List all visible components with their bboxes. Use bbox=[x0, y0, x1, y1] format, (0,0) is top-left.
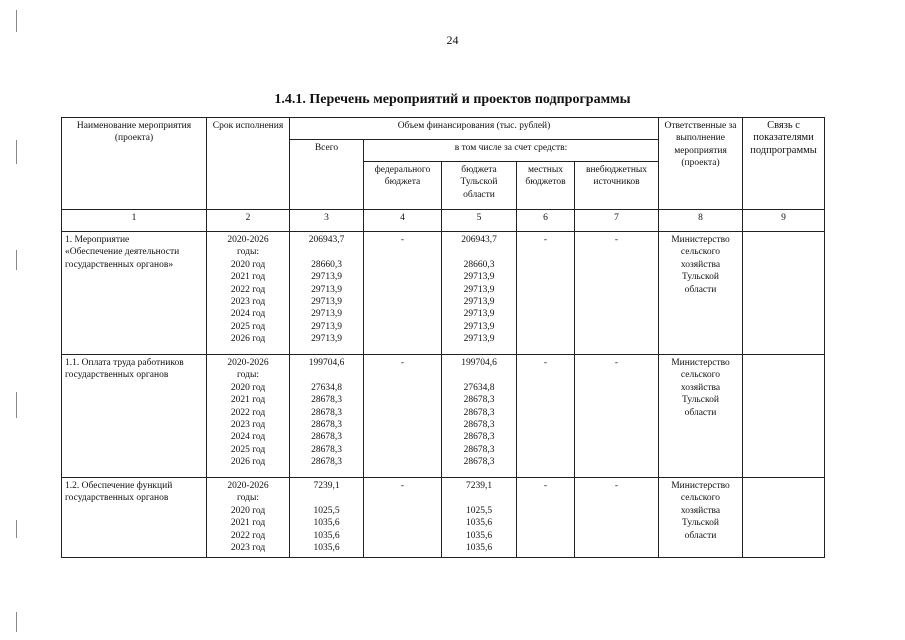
federal-cell: - bbox=[364, 355, 442, 478]
responsible-cell-line: Тульской bbox=[682, 518, 719, 529]
header-including: в том числе за счет средств: bbox=[364, 140, 659, 162]
term-cell-line: 2023 год bbox=[230, 420, 266, 431]
responsible-cell-line: области bbox=[684, 284, 717, 295]
total-cell-line: 28678,3 bbox=[311, 432, 342, 443]
total-cell bbox=[290, 355, 364, 478]
term-cell-line: 2026 год bbox=[230, 457, 266, 468]
total-cell-line: 28678,3 bbox=[311, 407, 342, 418]
regional-cell-line bbox=[445, 492, 513, 504]
regional-cell-line: 29713,9 bbox=[463, 297, 495, 308]
table-row bbox=[62, 355, 825, 478]
total-cell-line: 29713,9 bbox=[311, 297, 342, 308]
regional-cell-line: 28678,3 bbox=[463, 457, 495, 468]
regional-cell bbox=[442, 232, 517, 355]
total-cell-line bbox=[293, 369, 360, 381]
column-number: 4 bbox=[364, 210, 442, 232]
header-funding: Объем финансирования (тыс. рублей) bbox=[290, 118, 659, 140]
term-cell-line: 2022 год bbox=[230, 530, 266, 541]
header-total: Всего bbox=[290, 140, 364, 210]
term-cell-line: 2022 год bbox=[230, 284, 266, 295]
column-number: 6 bbox=[517, 210, 575, 232]
term-cell-line: 2021 год bbox=[230, 518, 266, 529]
term-cell-line: 2022 год bbox=[230, 407, 266, 418]
term-cell-line: годы: bbox=[237, 493, 259, 504]
term-cell-line: 2021 год bbox=[230, 395, 266, 406]
total-cell-line: 29713,9 bbox=[311, 321, 342, 332]
measure-name bbox=[62, 478, 207, 558]
total-cell bbox=[290, 478, 364, 558]
total-cell-line: 28660,3 bbox=[311, 259, 342, 270]
responsible-cell bbox=[659, 232, 743, 355]
measure-name-line: 1.1. Оплата труда работников bbox=[65, 358, 184, 368]
responsible-cell-line: Министерство bbox=[671, 481, 730, 491]
term-cell-line: 2023 год bbox=[230, 543, 266, 554]
responsible-cell-line: сельского bbox=[680, 493, 721, 504]
local-cell: - bbox=[517, 355, 575, 478]
header-responsible: Ответственные за выполнение мероприятия (проекта) bbox=[659, 118, 743, 210]
header-federal: федерального бюджета bbox=[364, 162, 442, 210]
header-name: Наименование мероприятия (проекта) bbox=[62, 118, 207, 210]
local-cell: - bbox=[517, 232, 575, 355]
local-cell: - bbox=[517, 478, 575, 558]
measure-name bbox=[62, 355, 207, 478]
extra-cell: - bbox=[575, 355, 659, 478]
term-cell-line: 2025 год bbox=[230, 321, 266, 332]
term-cell-line: 2020 год bbox=[230, 259, 266, 270]
regional-cell-line: 7239,1 bbox=[465, 481, 493, 491]
total-cell-line: 1035,6 bbox=[313, 518, 340, 529]
responsible-cell-line: хозяйства bbox=[680, 505, 721, 516]
total-cell-line: 28678,3 bbox=[311, 444, 342, 455]
regional-cell-line: 28678,3 bbox=[463, 407, 495, 418]
total-cell-line: 1025,5 bbox=[313, 505, 340, 516]
total-cell-line: 28678,3 bbox=[311, 420, 342, 431]
regional-cell-line: 29713,9 bbox=[463, 334, 495, 345]
column-number: 2 bbox=[207, 210, 290, 232]
link-cell bbox=[743, 355, 825, 478]
responsible-cell-line: Тульской bbox=[682, 395, 719, 406]
total-cell-line bbox=[293, 492, 360, 504]
total-cell-line: 199704,6 bbox=[308, 358, 345, 368]
regional-cell-line: 27634,8 bbox=[463, 382, 495, 393]
total-cell-line: 1035,6 bbox=[313, 543, 340, 554]
regional-cell-line: 28660,3 bbox=[463, 259, 495, 270]
header-extra: внебюджетных источников bbox=[575, 162, 659, 210]
total-cell-line: 28678,3 bbox=[311, 395, 342, 406]
column-number-row bbox=[62, 210, 825, 232]
regional-cell-line: 1035,6 bbox=[465, 543, 493, 554]
header-term: Срок исполнения bbox=[207, 118, 290, 210]
column-number: 8 bbox=[659, 210, 743, 232]
responsible-cell bbox=[659, 355, 743, 478]
header-local: местных бюджетов bbox=[517, 162, 575, 210]
regional-cell bbox=[442, 478, 517, 558]
measure-name-line: государственных органов bbox=[65, 493, 169, 504]
term-cell-line: 2025 год bbox=[230, 444, 266, 455]
column-number: 1 bbox=[62, 210, 207, 232]
section-title: 1.4.1. Перечень мероприятий и проектов подпрограммы bbox=[274, 92, 631, 107]
term-cell bbox=[207, 355, 290, 478]
regional-cell-line: 206943,7 bbox=[461, 235, 497, 245]
regional-cell-line: 29713,9 bbox=[463, 284, 495, 295]
link-cell bbox=[743, 478, 825, 558]
column-number: 9 bbox=[743, 210, 825, 232]
header-regional: бюджета Тульской области bbox=[442, 162, 517, 210]
term-cell-line: годы: bbox=[237, 370, 259, 381]
term-cell-line: 2020 год bbox=[230, 505, 266, 516]
regional-cell-line: 29713,9 bbox=[463, 321, 495, 332]
regional-cell-line: 1035,6 bbox=[465, 530, 493, 541]
total-cell-line: 29713,9 bbox=[311, 334, 342, 345]
page-number: 24 bbox=[446, 33, 459, 47]
term-cell-line: 2024 год bbox=[230, 432, 266, 443]
responsible-cell-line: сельского bbox=[680, 370, 721, 381]
total-cell-line bbox=[293, 246, 360, 258]
responsible-cell-line: Министерство bbox=[671, 235, 730, 245]
total-cell-line: 29713,9 bbox=[311, 309, 342, 320]
term-cell-line: 2021 год bbox=[230, 272, 266, 283]
regional-cell-line bbox=[445, 246, 513, 258]
responsible-cell-line: хозяйства bbox=[680, 259, 721, 270]
term-cell-line: годы: bbox=[237, 247, 259, 258]
term-cell-line: 2024 год bbox=[230, 309, 266, 320]
term-cell bbox=[207, 478, 290, 558]
total-cell bbox=[290, 232, 364, 355]
responsible-cell bbox=[659, 478, 743, 558]
column-number: 7 bbox=[575, 210, 659, 232]
column-number: 3 bbox=[290, 210, 364, 232]
term-cell-line: 2023 год bbox=[230, 297, 266, 308]
total-cell-line: 206943,7 bbox=[308, 235, 345, 245]
term-cell-line: 2026 год bbox=[230, 334, 266, 345]
measure-name-line: 1.2. Обеспечение функций bbox=[65, 481, 173, 491]
regional-cell-line: 28678,3 bbox=[463, 432, 495, 443]
regional-cell-line: 1025,5 bbox=[465, 505, 493, 516]
federal-cell: - bbox=[364, 232, 442, 355]
term-cell bbox=[207, 232, 290, 355]
column-number: 5 bbox=[442, 210, 517, 232]
regional-cell-line: 28678,3 bbox=[463, 420, 495, 431]
measure-name-line: государственных органов bbox=[65, 370, 169, 381]
total-cell-line: 27634,8 bbox=[311, 382, 342, 393]
header-link: Связь с показателями подпрограммы bbox=[743, 118, 825, 210]
measure-name bbox=[62, 232, 207, 355]
responsible-cell-line: области bbox=[684, 530, 717, 541]
total-cell-line: 29713,9 bbox=[311, 272, 342, 283]
regional-cell-line: 28678,3 bbox=[463, 444, 495, 455]
regional-cell bbox=[442, 355, 517, 478]
measure-name-line: 1. Мероприятие bbox=[65, 235, 130, 245]
extra-cell: - bbox=[575, 478, 659, 558]
measures-table bbox=[61, 117, 825, 558]
total-cell-line: 29713,9 bbox=[311, 284, 342, 295]
total-cell-line: 28678,3 bbox=[311, 457, 342, 468]
table-row bbox=[62, 478, 825, 558]
regional-cell-line: 29713,9 bbox=[463, 309, 495, 320]
link-cell bbox=[743, 232, 825, 355]
total-cell-line: 7239,1 bbox=[313, 481, 340, 491]
regional-cell-line: 1035,6 bbox=[465, 518, 493, 529]
term-cell-line: 2020-2026 bbox=[227, 235, 269, 245]
extra-cell: - bbox=[575, 232, 659, 355]
term-cell-line: 2020 год bbox=[230, 382, 266, 393]
federal-cell: - bbox=[364, 478, 442, 558]
responsible-cell-line: области bbox=[684, 407, 717, 418]
responsible-cell-line: Тульской bbox=[682, 272, 719, 283]
term-cell-line: 2020-2026 bbox=[227, 481, 269, 491]
total-cell-line: 1035,6 bbox=[313, 530, 340, 541]
responsible-cell-line: хозяйства bbox=[680, 382, 721, 393]
table-row bbox=[62, 232, 825, 355]
regional-cell-line bbox=[445, 369, 513, 381]
responsible-cell-line: Министерство bbox=[671, 358, 730, 368]
regional-cell-line: 29713,9 bbox=[463, 272, 495, 283]
measure-name-line: государственных органов» bbox=[65, 259, 174, 270]
responsible-cell-line: сельского bbox=[680, 247, 721, 258]
regional-cell-line: 199704,6 bbox=[461, 358, 497, 368]
term-cell-line: 2020-2026 bbox=[227, 358, 269, 368]
regional-cell-line: 28678,3 bbox=[463, 395, 495, 406]
measure-name-line: «Обеспечение деятельности bbox=[65, 247, 180, 258]
